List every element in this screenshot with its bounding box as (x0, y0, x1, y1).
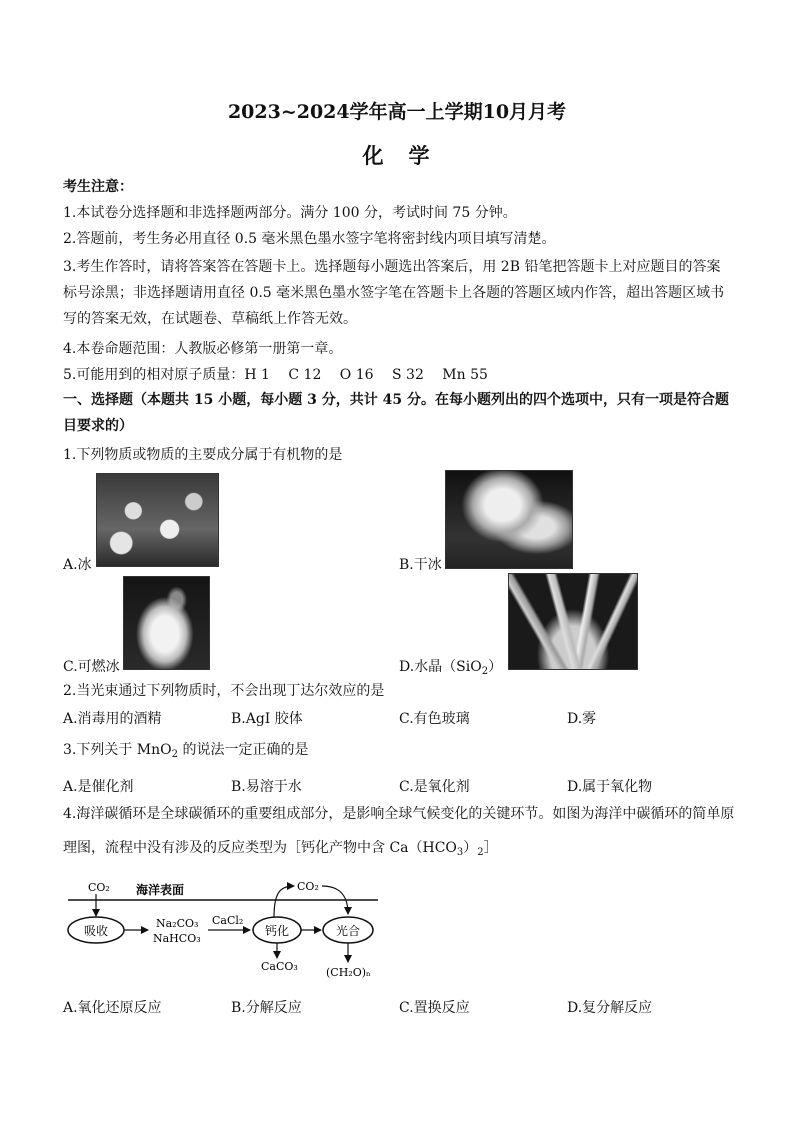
cacl2-label: CaCl₂ (212, 914, 244, 927)
q4-option-a[interactable]: A.氧化还原反应 (63, 1000, 162, 1016)
q3-stem: 3.下列关于 MnO$_2$ 的说法一定正确的是 (63, 742, 309, 760)
quartz-crystal-photo (508, 573, 638, 670)
q4-stem-line2: 理图，流程中没有涉及的反应类型为［钙化产物中含 $Ca(HCO_3)_2]$ (63, 840, 498, 858)
ice-photo (96, 473, 219, 567)
notice-item-4: 4.本卷命题范围：人教版必修第一册第一章。 (63, 341, 343, 357)
ocean-surface-label: 海洋表面 (136, 883, 185, 897)
q4-stem-line1: 4.海洋碳循环是全球碳循环的重要组成部分，是影响全球气候变化的关键环节。如图为海洋中碳循环的简单原 (63, 806, 735, 822)
notice-item-3: 3.考生作答时，请将答案答在答题卡上。选择题每小题选出答案后，用 2B 铅笔把答题卡上对应题目的答案标号涂黑；非选择题请用直径 0.5 毫米黑色墨水签字笔在答题卡上各题的答题区域内作答，超出答题区域书写的答案无效，在试题卷、草稿纸上作答无效。 (63, 259, 725, 327)
q2-option-c[interactable]: C.有色玻璃 (399, 711, 470, 727)
dry-ice-photo (445, 470, 573, 569)
notice-item-1: 1.本试卷分选择题和非选择题两部分。满分 100 分，考试时间 75 分钟。 (63, 205, 517, 221)
q2-option-a[interactable]: A.消毒用的酒精 (63, 711, 162, 727)
q1-option-c[interactable]: C.可燃冰 (63, 659, 120, 675)
q3-option-d[interactable]: D.属于氧化物 (567, 779, 653, 795)
q1-option-d[interactable]: D.水晶（SiO$_2$） (399, 659, 503, 677)
combustible-ice-photo (123, 576, 210, 670)
co2-output-label: CO₂ (297, 880, 319, 893)
absorb-label: 吸收 (83, 924, 109, 938)
notice-item-5: 5.可能用到的相对原子质量：H 1 C 12 O 16 S 32 Mn 55 (63, 367, 488, 383)
nahco3-label: NaHCO₃ (153, 932, 201, 945)
caco3-label: CaCO₃ (261, 960, 298, 973)
carbon-cycle-diagram (60, 872, 390, 984)
q2-option-b[interactable]: B.AgI 胶体 (231, 711, 303, 727)
q3-option-b[interactable]: B.易溶于水 (231, 779, 302, 795)
q3-option-a[interactable]: A.是催化剂 (63, 779, 134, 795)
q4-option-c[interactable]: C.置换反应 (399, 1000, 470, 1016)
na2co3-label: Na₂CO₃ (156, 917, 199, 930)
q4-option-d[interactable]: D.复分解反应 (567, 1000, 653, 1016)
section-heading: 一、选择题（本题共 15 小题，每小题 3 分，共计 45 分。在每小题列出的四个选项中，只有一项是符合题目要求的） (63, 392, 729, 434)
notice-item-2: 2.答题前，考生务必用直径 0.5 毫米黑色墨水签字笔将密封线内项目填写清楚。 (63, 231, 556, 247)
q2-option-d[interactable]: D.雾 (567, 711, 597, 727)
calcification-label: 钙化 (264, 924, 290, 938)
q1-stem: 1.下列物质或物质的主要成分属于有机物的是 (63, 447, 343, 463)
q3-option-c[interactable]: C.是氧化剂 (399, 779, 470, 795)
q4-option-b[interactable]: B.分解反应 (231, 1000, 302, 1016)
exam-title: 2023~2024学年高一上学期10月月考 (227, 101, 567, 123)
q2-stem: 2.当光束通过下列物质时，不会出现丁达尔效应的是 (63, 683, 385, 699)
q1-option-a[interactable]: A.冰 (63, 557, 92, 573)
photosynthesis-label: 光合 (335, 924, 361, 938)
notice-heading: 考生注意： (63, 179, 133, 195)
subject-title: 化 学 (362, 143, 432, 168)
ch2o-label: (CH₂O)ₙ (326, 966, 371, 979)
q1-option-b[interactable]: B.干冰 (399, 557, 442, 573)
co2-input-label: CO₂ (88, 881, 110, 894)
co2-output-arrow (274, 886, 294, 917)
